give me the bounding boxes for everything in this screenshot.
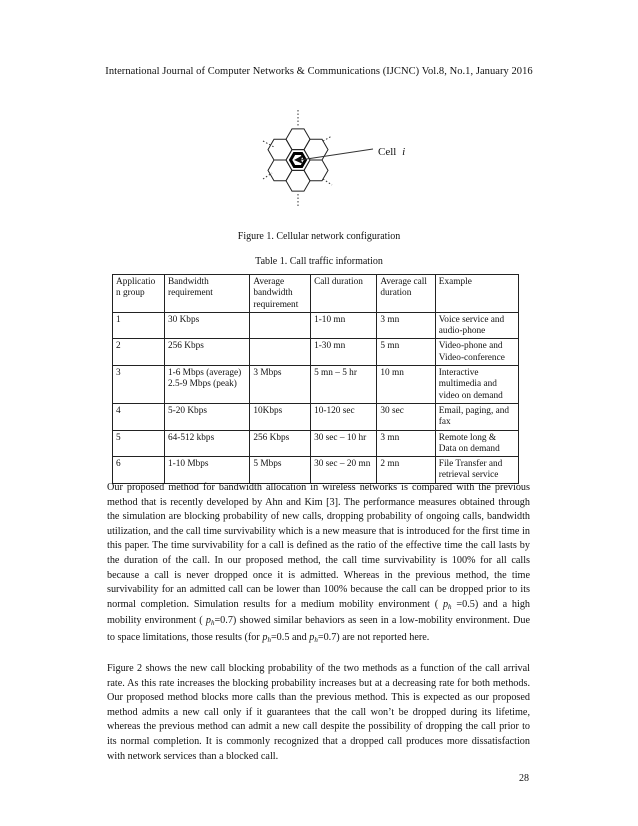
table-cell: 256 Kbps xyxy=(250,430,311,457)
table-cell: 3 mn xyxy=(377,430,435,457)
journal-header: International Journal of Computer Networks & Communications (IJCNC) Vol.8, No.1, January 2016 xyxy=(105,66,533,77)
table-cell: 3 xyxy=(113,366,165,404)
table-cell: 1-10 Mbps xyxy=(164,457,249,484)
table-cell: 2 mn xyxy=(377,457,435,484)
paragraph-1 xyxy=(107,481,530,648)
paragraph-1-eq4: =0.7) are not reported here. xyxy=(317,631,430,643)
table-cell: 5 mn xyxy=(377,339,435,366)
call-traffic-table xyxy=(112,274,519,484)
table-cell: Bandwidth requirement xyxy=(164,275,249,313)
math-sub-h: h xyxy=(210,619,215,628)
math-p: p xyxy=(309,631,315,643)
table-cell: 4 xyxy=(113,403,165,430)
cell-label-var: i xyxy=(402,146,406,158)
table-cell: Remote long & Data on demand xyxy=(435,430,518,457)
table-cell: Average call duration xyxy=(377,275,435,313)
table-cell: 10Kbps xyxy=(250,403,311,430)
math-sub-h: h xyxy=(267,635,271,644)
hexagon-cell-diagram xyxy=(250,100,450,210)
table-cell: 30 sec xyxy=(377,403,435,430)
cell-label-text: Cell xyxy=(378,146,397,158)
math-p: p xyxy=(262,631,268,643)
table-cell: Call duration xyxy=(311,275,377,313)
table-row xyxy=(113,430,519,457)
paragraph-1-main: Our proposed method for bandwidth allocation in wireless networks is compared with the previous method that is recently developed by Ahn and Kim [3]. The performance measures obtained through the simulation are blocking probability of new calls, dropping probability of ongoing calls, bandwidth utilization, and the call time survivability which is a new measure that is introduced for the first time in this paper. The time survivability for a call is defined as the ratio of the effective time the call lasts by the duration of the call. In our proposed method, the call time survivability is 100% for all calls because a call is never dropped once it is admitted. Whereas in the previous method, the time survivability for an admitted call can be lower than 100% because the call can be dropped prior to its normal completion. Simulation results for a medium mobility environment ( xyxy=(107,482,530,610)
table-cell: Interactive multimedia and video on demand xyxy=(435,366,518,404)
neighbor-cell-hexagon xyxy=(286,170,310,191)
cell-label xyxy=(378,146,405,158)
table-cell: Average bandwidth requirement xyxy=(250,275,311,313)
table-header-row xyxy=(113,275,519,313)
table-cell: 6 xyxy=(113,457,165,484)
table-cell: 10 mn xyxy=(377,366,435,404)
figure-caption: Figure 1. Cellular network configuration xyxy=(237,231,401,242)
math-p: p xyxy=(442,598,449,610)
table-row xyxy=(113,312,519,339)
page-number: 28 xyxy=(519,773,529,784)
table-cell: 5 mn – 5 hr xyxy=(311,366,377,404)
table-row xyxy=(113,339,519,366)
table-row xyxy=(113,403,519,430)
table-cell xyxy=(250,339,311,366)
cell-pointer-line xyxy=(300,149,373,160)
table-cell: 5 xyxy=(113,430,165,457)
table-row xyxy=(113,457,519,484)
table-cell: Example xyxy=(435,275,518,313)
neighbor-cell-hexagon xyxy=(304,139,328,160)
table-cell: 2 xyxy=(113,339,165,366)
table-cell: 10-120 sec xyxy=(311,403,377,430)
paragraph-1-eq2: =0.7) showed similar behaviors as seen in a low-mobility environment. Due to space limitations, those results (for xyxy=(107,615,530,643)
table-body xyxy=(113,275,519,484)
table-cell: 3 Mbps xyxy=(250,366,311,404)
table-cell: 64-512 kbps xyxy=(164,430,249,457)
math-sub-h: h xyxy=(448,602,452,611)
table-cell: Voice service and audio-phone xyxy=(435,312,518,339)
table-cell: 30 Kbps xyxy=(164,312,249,339)
table-cell: File Transfer and retrieval service xyxy=(435,457,518,484)
table-cell: 30 sec – 10 hr xyxy=(311,430,377,457)
table-cell: 5 Mbps xyxy=(250,457,311,484)
paragraph-1-eq3: =0.5 and xyxy=(270,631,310,643)
neighbor-cell-hexagon xyxy=(268,160,292,181)
math-sub-h: h xyxy=(314,635,318,644)
table-caption: Table 1. Call traffic information xyxy=(255,256,383,267)
table-cell: 30 sec – 20 mn xyxy=(311,457,377,484)
table-cell xyxy=(250,312,311,339)
paragraph-1-eq1: =0.5) and a high mobility environment ( xyxy=(107,598,531,627)
table-cell: 5-20 Kbps xyxy=(164,403,249,430)
table-cell: Email, paging, and fax xyxy=(435,403,518,430)
table-cell: 1-10 mn xyxy=(311,312,377,339)
math-p: p xyxy=(205,615,211,627)
table-cell: Video-phone and Video-conference xyxy=(435,339,518,366)
table-cell: 1-30 mn xyxy=(311,339,377,366)
table-cell: 1 xyxy=(113,312,165,339)
neighbor-cell-hexagon xyxy=(286,129,310,150)
table-cell: 1-6 Mbps (average) 2.5-9 Mbps (peak) xyxy=(164,366,249,404)
table-cell: 256 Kbps xyxy=(164,339,249,366)
neighbor-cell-hexagon xyxy=(304,160,328,181)
table-cell: Applicatio n group xyxy=(113,275,165,313)
cellular-network-figure xyxy=(250,100,450,210)
table-cell: 3 mn xyxy=(377,312,435,339)
paragraph-2: Figure 2 shows the new call blocking probability of the two methods as a function of the call arrival rate. As this rate increases the blocking probability increases but at a decreasing rate for both methods. Our proposed method blocks more calls than the previous method. This is expected as our proposed method admits a new call only if it guarantees that the call won’t be dropped during its lifetime, whereas the previous method can admit a new call despite the possibility of dropping the call prior to its normal completion. It is commonly recognized that a dropped call produces more dissatisfaction with network services than a blocked call. xyxy=(107,663,530,762)
table-row xyxy=(113,366,519,404)
neighbor-cell-hexagon xyxy=(268,139,292,160)
